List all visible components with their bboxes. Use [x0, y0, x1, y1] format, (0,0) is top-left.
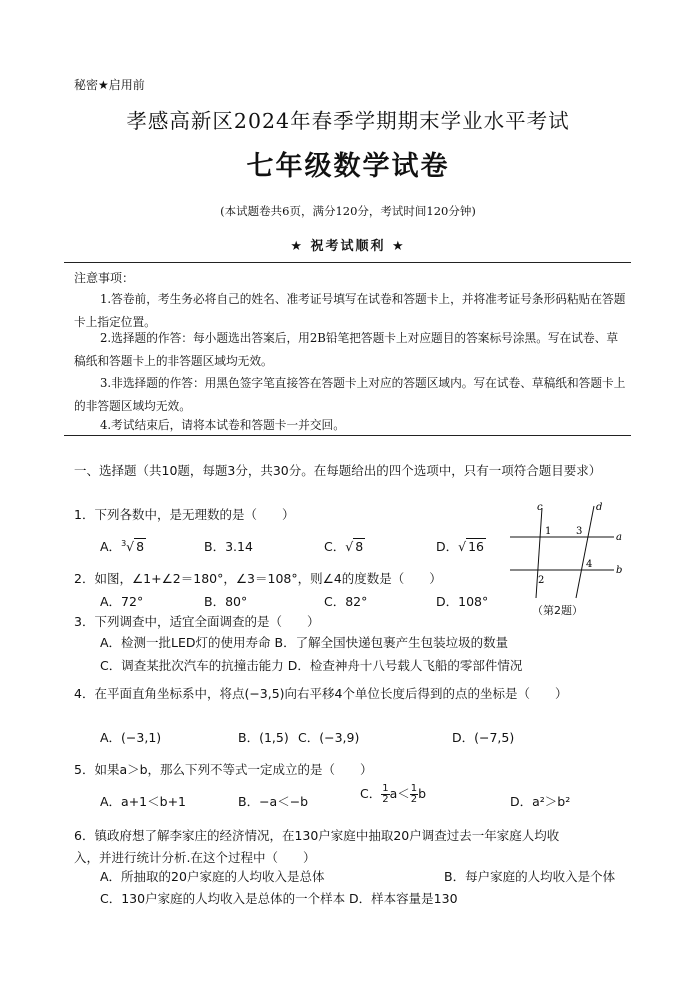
q2-option-d: D．108° [436, 594, 489, 609]
notice-item-3: 3.非选择题的作答：用黑色签字笔直接答在答题卡上对应的答题区域内。写在试卷、草稿纸和答题卡上的非答题区域均无效。 [74, 376, 626, 413]
label-angle-1: 1 [545, 526, 552, 537]
q6-option-a: A．所抽取的20户家庭的人均收入是总体 [100, 869, 325, 884]
q4-option-d: D．(−7,5) [452, 730, 515, 745]
parallel-lines-figure [506, 500, 626, 600]
q1-stem: 1．下列各数中，是无理数的是（ ） [74, 507, 295, 522]
q2-stem: 2．如图，∠1+∠2＝180°，∠3＝108°，则∠4的度数是（ ） [74, 571, 442, 586]
confidential-label: 秘密★启用前 [74, 78, 145, 92]
label-angle-4: 4 [586, 559, 593, 570]
good-luck-banner: ★ 祝考试顺利 ★ [290, 239, 406, 254]
q1-option-a: A．$^3$√ 8 [100, 538, 145, 554]
q3-options-ab: A．检测一批LED灯的使用寿命 B．了解全国快递包裹产生包装垃圾的数量 [100, 635, 509, 650]
q5-option-d: D．a²＞b² [510, 794, 571, 809]
bottom-divider [64, 435, 631, 436]
label-d: d [596, 502, 603, 513]
exam-title: 孝感高新区2024年春季学期期末学业水平考试 [126, 109, 570, 133]
q5-option-c: C． $\frac{1}{2}$ a＜ $\frac{1}{2}$ b [360, 783, 427, 805]
label-b: b [616, 565, 623, 576]
q5-option-b: B．−a＜−b [238, 794, 309, 809]
q5-stem: 5．如果a＞b，那么下列不等式一定成立的是（ ） [74, 762, 373, 777]
q1-option-c: C．√ 8 [324, 539, 364, 554]
notice-item-2: 2.选择题的作答：每小题选出答案后，用2B铅笔把答题卡上对应题目的答案标号涂黑。写在试卷、草稿纸和答题卡上的非答题区域均无效。 [74, 331, 619, 368]
top-divider [64, 262, 631, 263]
q4-option-b: B．(1,5) [238, 730, 289, 745]
q4-stem: 4．在平面直角坐标系中，将点(−3,5)向右平移4个单位长度后得到的点的坐标是（ ） [74, 686, 568, 701]
q6-stem-line-2: 入，并进行统计分析.在这个过程中（ ） [74, 850, 316, 865]
label-angle-2: 2 [538, 575, 545, 586]
q6-stem-line-1: 6．镇政府想了解李家庄的经济情况，在130户家庭中抽取20户调查过去一年家庭人均收 [74, 828, 560, 843]
exam-subtitle: 七年级数学试卷 [246, 151, 450, 182]
q6-options-cd: C．130户家庭的人均收入是总体的一个样本 D．样本容量是130 [100, 891, 458, 906]
q2-option-c: C．82° [324, 594, 368, 609]
q1-option-d: D．√ 16 [436, 539, 485, 554]
notice-heading: 注意事项： [74, 271, 135, 285]
label-angle-3: 3 [576, 526, 583, 537]
q2-option-a: A．72° [100, 594, 144, 609]
q5-option-a: A．a+1＜b+1 [100, 794, 186, 809]
notice-item-1: 1.答卷前，考生务必将自己的姓名、准考证号填写在试卷和答题卡上，并将准考证号条形码粘贴在答题卡上指定位置。 [74, 292, 626, 329]
q4-option-c: C．(−3,9) [298, 730, 360, 745]
section-heading: 一、选择题（共10题，每题3分，共30分。在每题给出的四个选项中，只有一项符合题目要求） [74, 463, 602, 478]
figure-caption: （第2题） [532, 604, 583, 617]
q2-option-b: B．80° [204, 594, 248, 609]
exam-info: (本试题卷共6页，满分120分，考试时间120分钟) [220, 204, 476, 218]
q4-option-a: A．(−3,1) [100, 730, 162, 745]
notice-item-4: 4.考试结束后，请将本试卷和答题卡一并交回。 [100, 418, 345, 432]
label-c: c [537, 502, 543, 513]
q1-option-b: B．3.14 [204, 539, 253, 554]
label-a: a [616, 532, 622, 543]
q3-stem: 3．下列调查中，适宜全面调查的是（ ） [74, 614, 320, 629]
q3-options-cd: C．调查某批次汽车的抗撞击能力 D．检查神舟十八号载人飞船的零部件情况 [100, 658, 523, 673]
q6-option-b: B．每户家庭的人均收入是个体 [444, 869, 616, 884]
